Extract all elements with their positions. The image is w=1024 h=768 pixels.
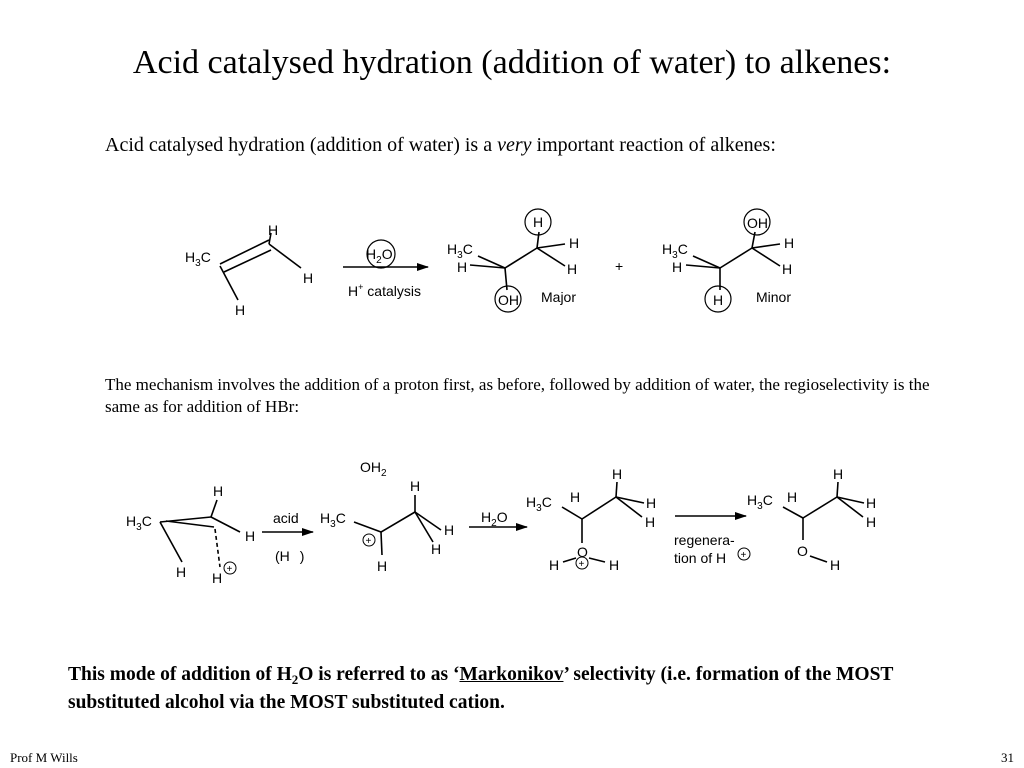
carbocation-h-top: H	[410, 478, 421, 494]
minor-h3c: $H_3C$	[662, 241, 688, 261]
oxonium-h-right2: H	[645, 514, 656, 530]
propene-2-h-top: H	[213, 483, 224, 499]
regeneration-charge: +	[740, 550, 747, 561]
oxonium-h-right1: H	[646, 495, 657, 511]
major-h3c: $H_3C$	[447, 241, 473, 261]
summary-part2: O is referred to as ‘	[298, 664, 460, 685]
alcohol-h-alpha: H	[787, 489, 798, 505]
minor-h-right2: H	[782, 261, 793, 277]
oxonium-h-alpha: H	[570, 489, 581, 505]
propene-2-h-right: H	[245, 528, 256, 544]
propene-h-right: H	[303, 270, 314, 286]
carbocation-charge: +	[365, 536, 372, 547]
proton-h: H	[212, 570, 223, 586]
alcohol-h-right2: H	[866, 514, 877, 530]
acid-label: acid	[273, 510, 299, 526]
propene-h3c: $H_3C$	[185, 249, 211, 269]
carbocation-h3c: $H_3C$	[320, 510, 346, 530]
intro-before: Acid catalysed hydration (addition of water) is a	[105, 134, 498, 156]
minor-h-right1: H	[784, 235, 795, 251]
propene-h-bottom: H	[235, 302, 246, 318]
propene-2-h-bottom: H	[176, 564, 187, 580]
oxonium-h-o-right: H	[609, 557, 620, 573]
summary-statement	[68, 661, 988, 717]
oxonium-h-top: H	[612, 466, 623, 482]
alcohol-h-o: H	[830, 557, 841, 573]
footer-author: Prof M Wills	[10, 750, 78, 765]
major-label: Major	[541, 289, 577, 305]
slide-title: Acid catalysed hydration (addition of water) to alkenes:	[132, 44, 892, 81]
minor-product-bonds	[686, 232, 780, 290]
intro-after: important reaction of alkenes:	[531, 134, 776, 156]
major-h-right2: H	[567, 261, 578, 277]
oxonium-h-o-left: H	[549, 557, 560, 573]
alcohol-h3c: $H_3C$	[747, 492, 773, 512]
regeneration-label-2: tion of H	[674, 550, 727, 566]
markonikov-term: Markonikov	[459, 664, 564, 685]
proton-charge: +	[226, 564, 233, 575]
major-oh: OH	[498, 292, 519, 308]
propene-structure	[220, 233, 301, 300]
page-number: 31	[1001, 750, 1014, 765]
summary-part3: ’ selectivity (i.e. formation of the MOST substituted alcohol via the MOST substituted cation.	[68, 664, 894, 713]
catalysis-label: H+ catalysis	[348, 282, 421, 299]
summary-part1: This mode of addition of H	[68, 664, 292, 685]
intro-emphasis: very	[497, 134, 532, 156]
product-plus: +	[615, 258, 624, 274]
regeneration-label-1: regenera-	[674, 532, 735, 548]
acid-proton-label: (H )	[275, 548, 305, 564]
carbocation-h-bottom: H	[377, 558, 388, 574]
propene-2-h3c: $H_3C$	[126, 513, 152, 533]
minor-oh: OH	[747, 215, 768, 231]
alcohol-h-top: H	[833, 466, 844, 482]
alcohol-o: O	[797, 543, 808, 559]
major-h-left: H	[457, 259, 468, 275]
alcohol-h-right1: H	[866, 495, 877, 511]
minor-h-bottom: H	[713, 292, 724, 308]
mechanism-paragraph: The mechanism involves the addition of a proton first, as before, followed by addition of water, the regioselectivity is the same as for addition of HBr:	[105, 375, 930, 416]
minor-label: Minor	[756, 289, 792, 305]
oxonium-charge: +	[578, 559, 585, 570]
carbocation-h-right: H	[444, 522, 455, 538]
summary-sub2: 2	[291, 672, 299, 687]
major-h-right1: H	[569, 235, 580, 251]
carbocation-oh2: $OH_2$	[360, 459, 387, 479]
major-h-top: H	[533, 214, 544, 230]
oxonium-h3c: $H_3C$	[526, 494, 552, 514]
water-reagent-2: $H_2O$	[481, 509, 508, 529]
carbocation-h-low: H	[431, 541, 442, 557]
water-reagent: $H_2O$	[366, 246, 393, 266]
propene-h-top: H	[268, 222, 279, 238]
propene-2-bonds	[160, 500, 240, 567]
minor-h-left: H	[672, 259, 683, 275]
major-product-bonds	[470, 232, 565, 290]
oxonium-o: O	[577, 544, 588, 560]
